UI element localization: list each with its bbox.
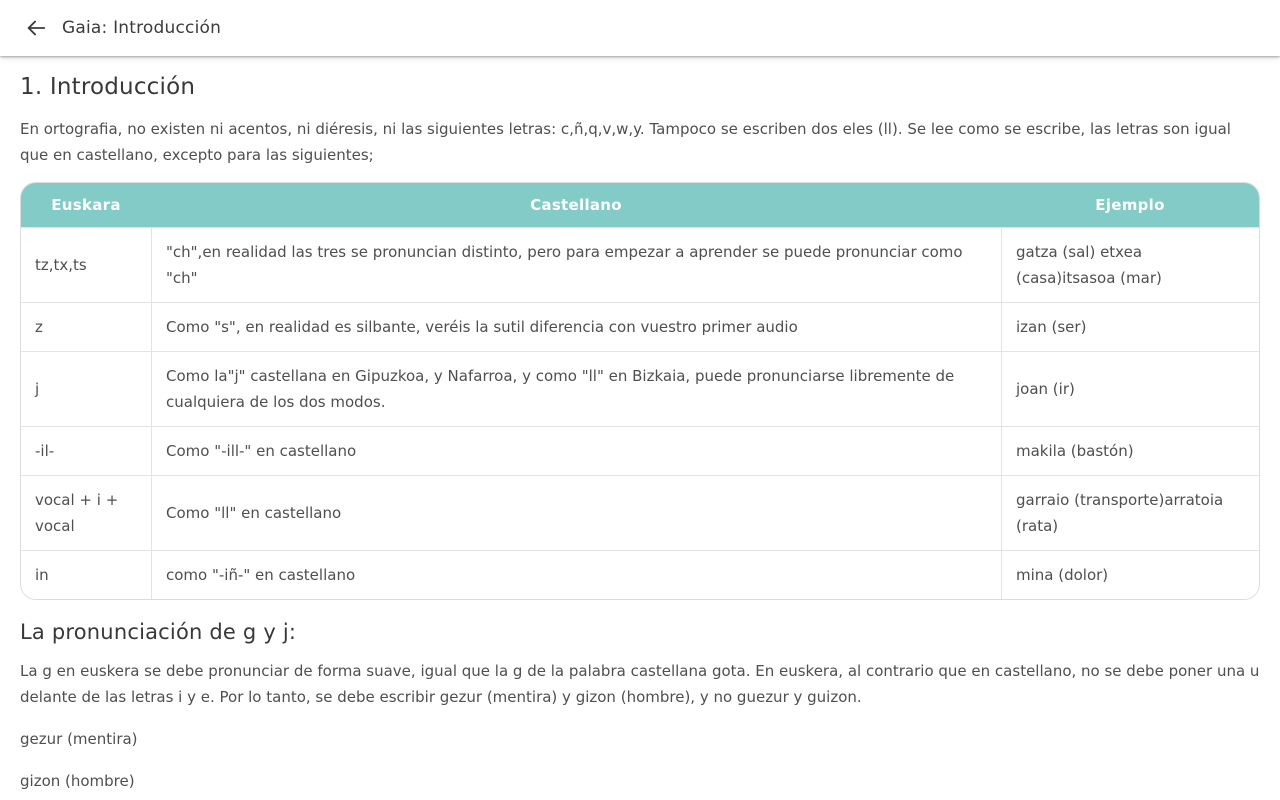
table-header-ejemplo: Ejemplo	[1001, 183, 1259, 227]
cell-ejemplo: joan (ir)	[1001, 351, 1259, 426]
cell-castellano: Como la"j" castellana en Gipuzkoa, y Nafarroa, y como "ll" en Bizkaia, puede pronunciarse libremente de cualquiera de los dos modos.	[151, 351, 1001, 426]
table-row	[21, 550, 1259, 599]
pronunciation-table-card	[20, 182, 1260, 600]
cell-ejemplo: izan (ser)	[1001, 302, 1259, 351]
page-title: Gaia: Introducción	[62, 18, 222, 38]
table-row	[21, 475, 1259, 550]
cell-euskara: tz,tx,ts	[21, 227, 151, 302]
cell-euskara: in	[21, 550, 151, 599]
example-gizon: gizon (hombre)	[20, 772, 135, 790]
cell-euskara: vocal + i + vocal	[21, 475, 151, 550]
app-bar	[0, 0, 1280, 56]
cell-ejemplo: gatza (sal) etxea (casa)itsasoa (mar)	[1001, 227, 1259, 302]
table-row	[21, 351, 1259, 426]
cell-castellano: Como "s", en realidad es silbante, veréis la sutil diferencia con vuestro primer audio	[151, 302, 1001, 351]
example-gezur: gezur (mentira)	[20, 730, 138, 748]
pronunciation-table	[21, 183, 1259, 599]
arrow-left-icon	[25, 17, 47, 39]
section-heading: 1. Introducción	[20, 74, 196, 100]
table-row	[21, 302, 1259, 351]
cell-ejemplo: mina (dolor)	[1001, 550, 1259, 599]
cell-euskara: j	[21, 351, 151, 426]
subsection-heading: La pronunciación de g y j:	[20, 620, 297, 644]
cell-castellano: Como "ll" en castellano	[151, 475, 1001, 550]
cell-castellano: Como "-ill-" en castellano	[151, 426, 1001, 475]
cell-euskara: z	[21, 302, 151, 351]
intro-paragraph: En ortografia, no existen ni acentos, ni diéresis, ni las siguientes letras: c,ñ,q,v,w,y. Tampoco se escriben dos eles (ll). Se lee como se escribe, las letras son igual que en castellano, excepto para las siguientes;	[20, 120, 1231, 164]
g-pronunciation-paragraph: La g en euskera se debe pronunciar de forma suave, igual que la g de la palabra castellana gota. En euskera, al contrario que en castellano, no se debe poner una u delante de las letras i y e. Por lo tanto, se debe escribir gezur (mentira) y gizon (hombre), y no guezur y guizon.	[20, 662, 1260, 706]
table-row	[21, 426, 1259, 475]
cell-ejemplo: makila (bastón)	[1001, 426, 1259, 475]
table-header-castellano: Castellano	[151, 183, 1001, 227]
cell-castellano: "ch",en realidad las tres se pronuncian distinto, pero para empezar a aprender se puede pronunciar como "ch"	[151, 227, 1001, 302]
lesson-content	[0, 56, 1280, 794]
table-row	[21, 227, 1259, 302]
back-button[interactable]	[16, 8, 56, 48]
cell-castellano: como "-iñ-" en castellano	[151, 550, 1001, 599]
cell-euskara: -il-	[21, 426, 151, 475]
table-header-euskara: Euskara	[21, 183, 151, 227]
cell-ejemplo: garraio (transporte)arratoia (rata)	[1001, 475, 1259, 550]
table-header-row	[21, 183, 1259, 227]
